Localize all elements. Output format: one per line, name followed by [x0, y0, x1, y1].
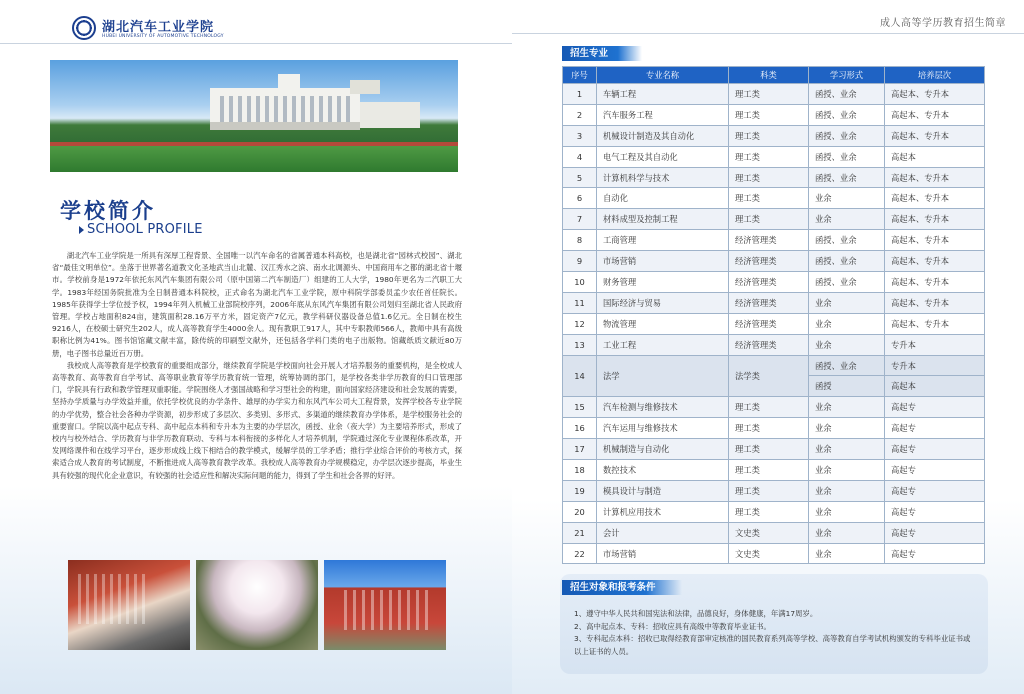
- cell-major-name: 工商管理: [597, 230, 729, 251]
- header-divider-left: [0, 43, 512, 44]
- cell-level: 高起本: [885, 146, 985, 167]
- cell-major-name: 会计: [597, 522, 729, 543]
- cell-major-name: 材料成型及控制工程: [597, 209, 729, 230]
- table-row: [563, 146, 985, 167]
- table-row: [563, 104, 985, 125]
- majors-table-body: [563, 84, 985, 564]
- cell-level: 高起专: [885, 397, 985, 418]
- table-row: [563, 397, 985, 418]
- profile-title-en: [78, 222, 203, 237]
- cell-study-form: 函授、业余: [809, 272, 885, 293]
- cell-study-form: 函授、业余: [809, 251, 885, 272]
- requirement-item: 3、专科起点本科：招收已取得经教育部审定核准的国民教育系列高等学校、高等教育自学考试机构颁发的专科毕业证书或以上证书的人员。: [574, 634, 971, 656]
- cell-study-form: 函授、业余: [809, 125, 885, 146]
- cell-category: 经济管理类: [729, 230, 809, 251]
- cell-category: 经济管理类: [729, 292, 809, 313]
- cell-level: 高起专: [885, 522, 985, 543]
- cell-category: 理工类: [729, 501, 809, 522]
- cell-level: 高起本、专升本: [885, 104, 985, 125]
- cell-no: 17: [563, 439, 597, 460]
- cell-level: 高起本、专升本: [885, 313, 985, 334]
- cell-no: 18: [563, 460, 597, 481]
- table-row: [563, 125, 985, 146]
- cell-category: 文史类: [729, 543, 809, 564]
- school-seal-icon: [72, 16, 96, 40]
- cell-study-form: 业余: [809, 313, 885, 334]
- cell-major-name: 机械设计制造及其自动化: [597, 125, 729, 146]
- cell-level: 高起专: [885, 480, 985, 501]
- table-row: [563, 313, 985, 334]
- cell-no: 22: [563, 543, 597, 564]
- cell-major-name: 汽车服务工程: [597, 104, 729, 125]
- campus-wing-2: [350, 80, 380, 94]
- cell-category: 理工类: [729, 418, 809, 439]
- campus-photo-2: [196, 560, 318, 650]
- cell-level: 专升本: [885, 334, 985, 355]
- cell-no: 12: [563, 313, 597, 334]
- cell-category: 理工类: [729, 146, 809, 167]
- cell-level: 高起本、专升本: [885, 84, 985, 105]
- profile-text: [52, 250, 462, 482]
- cell-category: 理工类: [729, 104, 809, 125]
- cell-category: 理工类: [729, 84, 809, 105]
- column-header-no: 序号: [563, 67, 597, 84]
- cell-no: 21: [563, 522, 597, 543]
- profile-title-cn: 学校简介: [60, 198, 156, 223]
- cell-major-name: 机械制造与自动化: [597, 439, 729, 460]
- cell-level: 高起本、专升本: [885, 251, 985, 272]
- cell-study-form: 函授、业余: [809, 104, 885, 125]
- campus-field: [50, 146, 458, 172]
- column-header-name: 专业名称: [597, 67, 729, 84]
- column-header-category: 科类: [729, 67, 809, 84]
- table-row: [563, 418, 985, 439]
- cell-study-form: 业余: [809, 480, 885, 501]
- cell-no: 1: [563, 84, 597, 105]
- cell-level: 专升本: [885, 355, 985, 376]
- cell-category: 经济管理类: [729, 272, 809, 293]
- cell-study-form: 业余: [809, 209, 885, 230]
- column-header-level: 培养层次: [885, 67, 985, 84]
- cell-study-form: 业余: [809, 522, 885, 543]
- cell-category: 文史类: [729, 522, 809, 543]
- cell-category: 经济管理类: [729, 251, 809, 272]
- table-row: [563, 543, 985, 564]
- cell-level: 高起本、专升本: [885, 167, 985, 188]
- requirement-item: 1、遵守中华人民共和国宪法和法律，品德良好，身体健康，年满17周岁。: [574, 609, 818, 618]
- cell-study-form: 业余: [809, 188, 885, 209]
- campus-main-building: [210, 88, 360, 130]
- cell-major-name: 物流管理: [597, 313, 729, 334]
- cell-study-form: 函授、业余: [809, 167, 885, 188]
- cell-no: 11: [563, 292, 597, 313]
- cell-study-form: 业余: [809, 460, 885, 481]
- table-row: [563, 272, 985, 293]
- cell-study-form: 函授、业余: [809, 355, 885, 376]
- table-row: [563, 209, 985, 230]
- column-header-form: 学习形式: [809, 67, 885, 84]
- cell-no: 20: [563, 501, 597, 522]
- cell-category: 理工类: [729, 460, 809, 481]
- cell-no: 6: [563, 188, 597, 209]
- cell-major-name: 市场营销: [597, 543, 729, 564]
- table-row: [563, 251, 985, 272]
- cell-study-form: 业余: [809, 334, 885, 355]
- cell-study-form: 函授、业余: [809, 84, 885, 105]
- cell-category: 理工类: [729, 480, 809, 501]
- cell-major-name: 电气工程及其自动化: [597, 146, 729, 167]
- cell-no: 8: [563, 230, 597, 251]
- campus-panorama-photo: [50, 60, 458, 172]
- table-row: [563, 334, 985, 355]
- right-page: [512, 0, 1024, 694]
- table-row: [563, 460, 985, 481]
- profile-paragraph: 我校成人高等教育是学校教育的重要组成部分，继续教育学院是学校面向社会开展人才培养服务的重要机构，是全校成人高等教育、高等教育自学考试、高等职业教育等学历教育统一管理，统筹协调的部门，是学校各类非学历教育的归口管理部门，学院具有行政和教学管理双重职能。学院围绕人才强国战略和学习型社会的构建，面向国家经济建设和社会发展的需要，坚持办学质量与办学效益并重，依托学校优良的办学条件、雄厚的办学实力和东风汽车公司大工程背景，发挥学校各专业学院的办学优势，整合社会各种办学资源，初步形成了多层次、多类别、多形式、多渠道的继续教育办学体系，是学校服务社会的重要窗口。学院以高中起点专科、高中起点本科和专升本为主要的办学层次，函授、业余（夜大学）为主要培养形式，形成了校内与校外结合、学历教育与非学历教育联动、专科与本科衔接的多样化人才培养机制，学院通过深化专业课程体系改革，开发网络课件和在线学习平台，逐步形成线上线下相结合的教学模式，缓解学员的工学矛盾；推行学业综合评价的考核方式，探索适合成人教育的考试制度，不断推进成人高等教育教学改革。我校成人高等教育办学规模稳定，办学层次逐步提高，毕业生具有较强的现代化企业意识，有较强的社会适应性和解决实际问题的能力，得到了学生和社会各界的好评。: [52, 360, 462, 480]
- table-row: [563, 501, 985, 522]
- cell-major-name: 汽车运用与维修技术: [597, 418, 729, 439]
- table-row: [563, 84, 985, 105]
- cell-study-form: 函授: [809, 376, 885, 397]
- cell-level: 高起本、专升本: [885, 188, 985, 209]
- table-row: [563, 167, 985, 188]
- cell-category: 理工类: [729, 125, 809, 146]
- cell-major-name: 计算机科学与技术: [597, 167, 729, 188]
- table-row: [563, 292, 985, 313]
- profile-paragraph: 湖北汽车工业学院是一所具有深厚工程背景、全国唯一以汽车命名的省属普通本科高校，也是湖北省“园林式校园”、湖北省“最佳文明单位”。坐落于世界著名道教文化圣地武当山北麓、汉江秀水之滨、南水北调源头、中国商用车之都的湖北省十堰市。学校前身是1972年依托东风汽车集团有限公司（原中国第二汽车制造厂）组建的工人大学，1980年更名为二汽职工大学。1983年经国务院批准为全日制普通本科院校，正式命名为湖北汽车工业学院，原中科院学部委员孟少农任首任院长。1985年获得学士学位授予权，1994年列入机械工业部院校序列，2006年底从东风汽车集团有限公司划归至湖北省人民政府管理。学校占地面积824亩，建筑面积28.16万平方米，固定资产7亿元，教学科研仪器设备总值1.6亿元。全日制在校生9216人，在校硕士研究生202人，成人高等教育学生4000余人。现有教职工917人，其中专职教师566人，教师中具有高级职称比例为41%。图书馆馆藏文献丰富，除传统的印刷型文献外，还包括各学科门类的电子出版物。馆藏纸质文献近80万册，电子图书总量近百万册。: [52, 251, 462, 358]
- cell-no: 3: [563, 125, 597, 146]
- cell-no: 4: [563, 146, 597, 167]
- campus-photo-1: [68, 560, 190, 650]
- cell-category: 理工类: [729, 188, 809, 209]
- logo-school-name-cn: 湖北汽车工业学院: [102, 20, 215, 35]
- cell-no: 15: [563, 397, 597, 418]
- cell-major-name: 国际经济与贸易: [597, 292, 729, 313]
- cell-major-name: 汽车检测与维修技术: [597, 397, 729, 418]
- cell-no: 2: [563, 104, 597, 125]
- cell-level: 高起专: [885, 418, 985, 439]
- cell-major-name: 车辆工程: [597, 84, 729, 105]
- cell-major-name: 自动化: [597, 188, 729, 209]
- cell-category: 理工类: [729, 167, 809, 188]
- table-row: [563, 480, 985, 501]
- cell-study-form: 业余: [809, 397, 885, 418]
- cell-study-form: 业余: [809, 439, 885, 460]
- cell-level: 高起专: [885, 439, 985, 460]
- cell-category: 理工类: [729, 397, 809, 418]
- cell-category: 经济管理类: [729, 334, 809, 355]
- cell-category: 法学类: [729, 355, 809, 397]
- cell-no: 9: [563, 251, 597, 272]
- cell-study-form: 业余: [809, 418, 885, 439]
- cell-study-form: 函授、业余: [809, 146, 885, 167]
- cell-level: 高起专: [885, 501, 985, 522]
- cell-study-form: 业余: [809, 543, 885, 564]
- campus-photo-3: [324, 560, 446, 650]
- requirement-item: 2、高中起点本、专科：招收应具有高级中等教育毕业证书。: [574, 621, 771, 631]
- cell-major-name: 财务管理: [597, 272, 729, 293]
- cell-major-name: 数控技术: [597, 460, 729, 481]
- cell-study-form: 函授、业余: [809, 230, 885, 251]
- table-row: [563, 230, 985, 251]
- cell-level: 高起专: [885, 543, 985, 564]
- cell-major-name: 模具设计与制造: [597, 480, 729, 501]
- cell-no: 7: [563, 209, 597, 230]
- table-row: [563, 439, 985, 460]
- header-divider-right: [512, 33, 1024, 34]
- cell-no: 10: [563, 272, 597, 293]
- cell-level: 高起本、专升本: [885, 292, 985, 313]
- brochure-title: 成人高等学历教育招生简章: [880, 18, 1006, 29]
- photo-strip: [0, 548, 512, 694]
- table-header-row: [563, 67, 985, 84]
- cell-no: 13: [563, 334, 597, 355]
- cell-no: 19: [563, 480, 597, 501]
- cell-no: 5: [563, 167, 597, 188]
- cell-no: 14: [563, 355, 597, 397]
- campus-tower: [278, 74, 300, 94]
- table-row: [563, 355, 985, 376]
- cell-study-form: 业余: [809, 292, 885, 313]
- table-row: [563, 522, 985, 543]
- cell-major-name: 市场营销: [597, 251, 729, 272]
- cell-major-name: 计算机应用技术: [597, 501, 729, 522]
- school-logo: [72, 14, 224, 44]
- requirements-list: [574, 608, 976, 658]
- cell-level: 高起本、专升本: [885, 230, 985, 251]
- cell-major-name: 法学: [597, 355, 729, 397]
- cell-category: 理工类: [729, 439, 809, 460]
- cell-study-form: 业余: [809, 501, 885, 522]
- cell-category: 经济管理类: [729, 313, 809, 334]
- cell-level: 高起本、专升本: [885, 125, 985, 146]
- requirements-section-title: 招生对象和报考条件: [562, 580, 682, 595]
- cell-category: 理工类: [729, 209, 809, 230]
- cell-level: 高起本、专升本: [885, 272, 985, 293]
- cell-level: 高起专: [885, 460, 985, 481]
- table-row: [563, 188, 985, 209]
- cell-level: 高起本: [885, 376, 985, 397]
- logo-school-name-en: HUBEI UNIVERSITY OF AUTOMOTIVE TECHNOLOGY: [102, 34, 224, 39]
- majors-section-title: 招生专业: [562, 46, 642, 61]
- cell-level: 高起本、专升本: [885, 209, 985, 230]
- cell-major-name: 工业工程: [597, 334, 729, 355]
- campus-wing: [360, 102, 420, 128]
- profile-title-en-text: SCHOOL PROFILE: [87, 222, 203, 237]
- cell-no: 16: [563, 418, 597, 439]
- majors-table: [562, 66, 985, 564]
